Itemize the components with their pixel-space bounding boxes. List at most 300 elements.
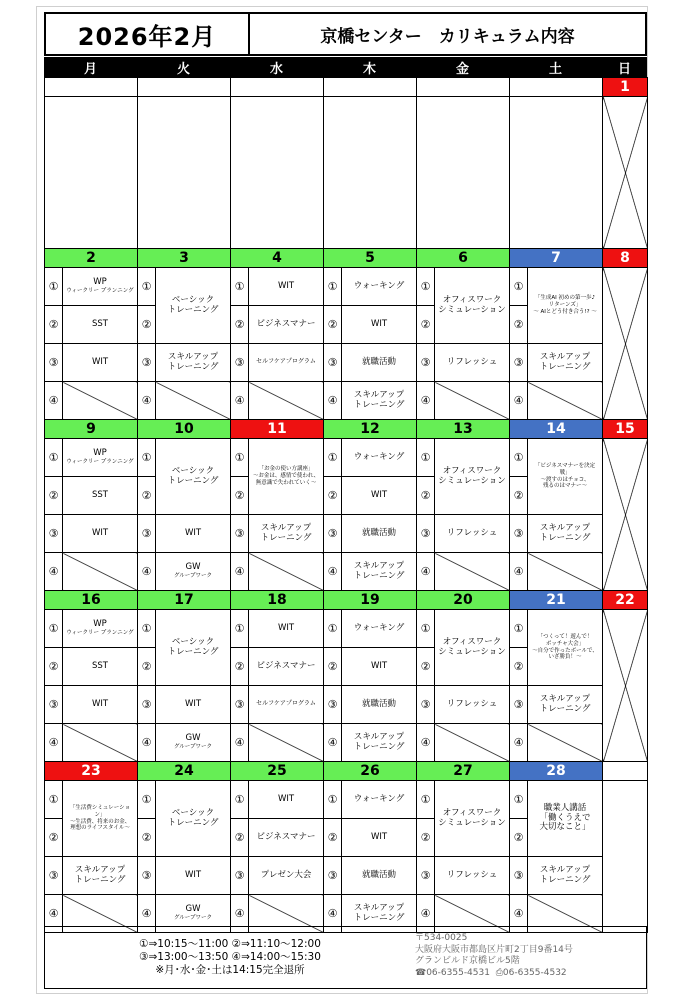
activity-cell — [342, 857, 417, 895]
empty-slot-diagonal — [528, 724, 603, 762]
activity-text: ビジネスマナー — [256, 831, 316, 842]
date-row — [45, 762, 648, 781]
activity-title: GW — [185, 562, 201, 573]
slot-number: ③ — [231, 686, 249, 724]
slot-number: ② — [138, 819, 156, 857]
slot-number: ② — [45, 306, 63, 344]
slot-row — [45, 857, 648, 895]
empty-slot-diagonal — [156, 382, 231, 420]
activity-text: スキルアップ トレーニング — [539, 522, 591, 543]
empty-slot-diagonal — [435, 724, 510, 762]
slot-row — [45, 781, 648, 819]
activity-cell — [63, 477, 138, 515]
slot-number: ② — [45, 477, 63, 515]
activity-cell — [156, 610, 231, 686]
date-cell: 20 — [417, 591, 510, 610]
slot-number: ② — [324, 648, 342, 686]
slot-number: ① — [138, 439, 156, 477]
activity-cell — [528, 686, 603, 724]
title-bar — [44, 12, 647, 56]
address-block — [415, 927, 646, 988]
activity-text: ベーシック トレーニング — [167, 294, 219, 315]
activity-text — [63, 620, 137, 636]
activity-cell — [156, 553, 231, 591]
slot-number: ③ — [417, 857, 435, 895]
date-cell — [138, 78, 231, 97]
activity-text — [63, 278, 137, 294]
empty-slot-diagonal — [63, 724, 138, 762]
date-cell — [45, 78, 138, 97]
activity-cell — [249, 439, 324, 515]
slot-number: ② — [231, 648, 249, 686]
activity-cell — [156, 686, 231, 724]
activity-cell — [63, 610, 138, 648]
weekday-tue: 火 — [176, 61, 190, 77]
phone: ☎06-6355-4531 — [415, 967, 490, 978]
activity-text: ウォーキング — [353, 451, 405, 462]
slot-number: ② — [231, 819, 249, 857]
slot-row — [45, 686, 648, 724]
slot-number: ④ — [324, 895, 342, 933]
activity-cell — [435, 515, 510, 553]
activity-cell — [249, 648, 324, 686]
phone-fax — [415, 968, 646, 980]
activity-cell — [342, 439, 417, 477]
slot-number: ② — [138, 648, 156, 686]
activity-cell — [528, 610, 603, 686]
activity-text: スキルアップ トレーニング — [353, 389, 405, 410]
activity-text: WIT — [184, 527, 202, 538]
activity-text: セルフケアプログラム — [256, 700, 316, 708]
blank-cell — [510, 97, 603, 249]
date-cell: 28 — [510, 762, 603, 781]
activity-cell — [63, 686, 138, 724]
activity-text: セルフケアプログラム — [256, 358, 316, 366]
slot-number: ② — [417, 477, 435, 515]
slot-number: ④ — [138, 382, 156, 420]
slot-number: ③ — [231, 344, 249, 382]
slot-number: ② — [138, 477, 156, 515]
slot-row — [45, 553, 648, 591]
slot-row — [45, 515, 648, 553]
slot-number: ① — [417, 610, 435, 648]
activity-cell — [156, 857, 231, 895]
slot-number: ① — [510, 439, 528, 477]
slot-number: ② — [324, 477, 342, 515]
slot-number: ④ — [324, 382, 342, 420]
date-cell: 14 — [510, 420, 603, 439]
slot-number: ② — [417, 819, 435, 857]
activity-text: スキルアップ トレーニング — [539, 864, 591, 885]
blank-cell — [45, 97, 138, 249]
activity-text: スキルアップ トレーニング — [353, 560, 405, 581]
slot-number: ③ — [45, 344, 63, 382]
slot-number: ② — [231, 306, 249, 344]
slot-number: ③ — [324, 515, 342, 553]
activity-cell — [435, 439, 510, 515]
activity-subtitle: グループワーク — [173, 915, 213, 922]
activity-cell — [342, 648, 417, 686]
slot-number: ① — [45, 610, 63, 648]
date-cell: 23 — [45, 762, 138, 781]
activity-text: WIT — [370, 318, 388, 329]
activity-text: 就職活動 — [361, 527, 396, 538]
slot-number: ① — [417, 268, 435, 306]
activity-text: スキルアップ トレーニング — [74, 864, 126, 885]
slot-row — [45, 344, 648, 382]
activity-cell — [249, 857, 324, 895]
slot-number: ① — [138, 781, 156, 819]
slot-number: ③ — [45, 686, 63, 724]
slot-number: ② — [45, 819, 63, 857]
date-cell — [231, 78, 324, 97]
activity-text — [156, 734, 230, 750]
activity-cell — [156, 724, 231, 762]
activity-text: ウォーキング — [353, 622, 405, 633]
sunday-closed-cell — [603, 268, 648, 420]
slot-number: ① — [231, 268, 249, 306]
activity-text: 就職活動 — [361, 869, 396, 880]
empty-slot-diagonal — [249, 553, 324, 591]
slot-number: ③ — [324, 686, 342, 724]
activity-subtitle: グループワーク — [173, 744, 213, 751]
date-cell: 15 — [603, 420, 648, 439]
slot-number: ① — [231, 439, 249, 477]
address: 大阪府大阪市都島区片町2丁目9番14号 — [415, 944, 573, 955]
slot-number: ② — [231, 477, 249, 515]
activity-text: ビジネスマナー — [256, 318, 316, 329]
activity-cell — [528, 515, 603, 553]
activity-title: GW — [185, 733, 201, 744]
slot-number: ② — [45, 648, 63, 686]
activity-cell — [156, 439, 231, 515]
time-line-1: ①⇒10:15～11:00 ②⇒11:10～12:00 — [139, 938, 321, 950]
slot-number: ③ — [510, 857, 528, 895]
slot-number: ④ — [231, 382, 249, 420]
slot-number: ③ — [138, 344, 156, 382]
date-cell — [324, 78, 417, 97]
year-month-title: 2026年2月 — [46, 14, 250, 54]
activity-cell — [528, 439, 603, 515]
activity-subtitle: ウィークリー プランニング — [66, 630, 134, 637]
blank-cell — [417, 97, 510, 249]
activity-text: スキルアップ トレーニング — [539, 351, 591, 372]
empty-slot-diagonal — [63, 382, 138, 420]
date-cell: 3 — [138, 249, 231, 268]
postal-code: 〒534-0025 — [415, 933, 468, 943]
slot-number: ② — [324, 306, 342, 344]
date-cell: 19 — [324, 591, 417, 610]
blank-cell — [138, 97, 231, 249]
activity-text: 就職活動 — [361, 356, 396, 367]
empty-slot-diagonal — [435, 382, 510, 420]
slot-number: ① — [417, 781, 435, 819]
slot-number: ④ — [417, 553, 435, 591]
activity-cell — [63, 306, 138, 344]
slot-number: ③ — [231, 857, 249, 895]
slot-number: ① — [138, 268, 156, 306]
activity-cell — [435, 781, 510, 857]
date-cell: 16 — [45, 591, 138, 610]
activity-text — [63, 449, 137, 465]
activity-text: ベーシック トレーニング — [167, 636, 219, 657]
slot-number: ① — [510, 781, 528, 819]
activity-cell — [156, 344, 231, 382]
activity-text: スキルアップ トレーニング — [167, 351, 219, 372]
activity-cell — [342, 344, 417, 382]
slot-number: ① — [510, 268, 528, 306]
slot-number: ④ — [231, 553, 249, 591]
center-title: 京橋センター カリキュラム内容 — [320, 26, 575, 47]
slot-number: ④ — [324, 724, 342, 762]
activity-subtitle: ウィークリー プランニング — [66, 288, 134, 295]
slot-number: ④ — [231, 895, 249, 933]
activity-cell — [249, 781, 324, 819]
slot-number: ③ — [138, 857, 156, 895]
activity-text: 就職活動 — [361, 698, 396, 709]
slot-number: ① — [417, 439, 435, 477]
date-cell: 13 — [417, 420, 510, 439]
slot-number: ② — [510, 819, 528, 857]
slot-number: ① — [138, 610, 156, 648]
slot-number: ③ — [417, 686, 435, 724]
activity-title: WP — [93, 277, 107, 288]
slot-number: ④ — [45, 553, 63, 591]
activity-text: WIT — [370, 489, 388, 500]
activity-cell — [249, 686, 324, 724]
empty-slot-diagonal — [435, 553, 510, 591]
activity-cell — [156, 515, 231, 553]
empty-slot-diagonal — [249, 724, 324, 762]
activity-cell — [156, 268, 231, 344]
activity-cell — [63, 439, 138, 477]
slot-number: ① — [231, 610, 249, 648]
activity-cell — [435, 857, 510, 895]
slot-number: ④ — [510, 895, 528, 933]
slot-number: ② — [417, 648, 435, 686]
slot-number: ④ — [417, 724, 435, 762]
date-row — [45, 78, 648, 97]
slot-number: ② — [510, 306, 528, 344]
activity-text: スキルアップ トレーニング — [353, 902, 405, 923]
activity-text: SST — [92, 489, 108, 500]
date-cell: 21 — [510, 591, 603, 610]
activity-text: 「つくって！遊んで！ ボッチャ大会」 ～自分で作ったボールで、 いざ勝負！～ — [532, 633, 598, 661]
date-cell: 12 — [324, 420, 417, 439]
slot-number: ① — [324, 439, 342, 477]
slot-number: ④ — [138, 724, 156, 762]
activity-cell — [528, 344, 603, 382]
empty-slot-diagonal — [249, 382, 324, 420]
activity-text: WIT — [370, 660, 388, 671]
activity-text: WIT — [277, 793, 295, 804]
weekday-sun: 日 — [617, 61, 631, 77]
date-cell: 8 — [603, 249, 648, 268]
slot-number: ③ — [138, 686, 156, 724]
activity-text: 「生活費シミュレーション」 ～生活費、将来のお金、 理想のライフスタイル～ — [69, 804, 131, 832]
activity-cell — [342, 781, 417, 819]
activity-text: WIT — [370, 831, 388, 842]
slot-number: ③ — [324, 857, 342, 895]
date-row — [45, 420, 648, 439]
activity-title: GW — [185, 904, 201, 915]
activity-cell — [63, 344, 138, 382]
date-cell — [510, 78, 603, 97]
slot-row — [45, 382, 648, 420]
slot-number: ③ — [138, 515, 156, 553]
activity-cell — [435, 610, 510, 686]
activity-text: SST — [92, 318, 108, 329]
fax-icon: ⎙ — [495, 967, 503, 978]
time-note: ※月･水･金･土は14:15完全退所 — [155, 964, 305, 976]
activity-text: オフィスワーク シミュレーション — [438, 465, 506, 486]
activity-cell — [63, 515, 138, 553]
activity-text: プレゼン大会 — [260, 869, 312, 880]
activity-cell — [435, 344, 510, 382]
activity-text: ウォーキング — [353, 280, 405, 291]
activity-cell — [435, 268, 510, 344]
activity-text: ビジネスマナー — [256, 660, 316, 671]
activity-cell — [249, 344, 324, 382]
slot-number: ② — [324, 819, 342, 857]
activity-title: WP — [93, 448, 107, 459]
activity-cell — [342, 686, 417, 724]
time-line-2: ③⇒13:00～13:50 ④⇒14:00～15:30 — [139, 951, 321, 963]
activity-text: WIT — [277, 280, 295, 291]
activity-cell — [249, 819, 324, 857]
activity-cell — [249, 268, 324, 306]
slot-number: ④ — [45, 895, 63, 933]
weekday-header — [44, 57, 647, 77]
activity-text: ベーシック トレーニング — [167, 807, 219, 828]
activity-subtitle: グループワーク — [173, 573, 213, 580]
footer — [44, 926, 647, 989]
activity-text: WIT — [184, 869, 202, 880]
slot-number: ④ — [231, 724, 249, 762]
slot-number: ② — [417, 306, 435, 344]
slot-number: ④ — [510, 553, 528, 591]
activity-cell — [528, 268, 603, 344]
date-cell: 24 — [138, 762, 231, 781]
date-cell — [603, 762, 648, 781]
activity-text: ウォーキング — [353, 793, 405, 804]
activity-text: リフレッシュ — [446, 527, 498, 538]
date-cell: 2 — [45, 249, 138, 268]
slot-number: ④ — [417, 895, 435, 933]
empty-slot-diagonal — [528, 553, 603, 591]
slot-number: ③ — [417, 344, 435, 382]
activity-cell — [342, 610, 417, 648]
activity-cell — [342, 515, 417, 553]
activity-text: スキルアップ トレーニング — [353, 731, 405, 752]
date-cell: 7 — [510, 249, 603, 268]
activity-cell — [249, 515, 324, 553]
activity-text: オフィスワーク シミュレーション — [438, 636, 506, 657]
slot-number: ② — [138, 306, 156, 344]
weekday-sat: 土 — [548, 61, 562, 77]
weekday-mon: 月 — [83, 61, 97, 77]
sunday-closed-cell — [603, 97, 648, 249]
activity-cell — [342, 553, 417, 591]
activity-title: WP — [93, 619, 107, 630]
empty-slot-diagonal — [63, 553, 138, 591]
slot-number: ③ — [45, 515, 63, 553]
date-cell: 17 — [138, 591, 231, 610]
slot-number: ① — [324, 268, 342, 306]
activity-text: スキルアップ トレーニング — [539, 693, 591, 714]
activity-text: スキルアップ トレーニング — [260, 522, 312, 543]
activity-text: SST — [92, 660, 108, 671]
activity-cell — [249, 306, 324, 344]
slot-number: ④ — [45, 724, 63, 762]
empty-slot-diagonal — [528, 382, 603, 420]
sunday-closed-cell — [603, 610, 648, 762]
activity-cell — [528, 781, 603, 857]
slot-number: ④ — [138, 553, 156, 591]
activity-cell — [63, 648, 138, 686]
slot-number: ③ — [510, 344, 528, 382]
date-row — [45, 591, 648, 610]
activity-text: 「お金の使い方講座」 ～お金は、感情で使われ、 無意識で失われていく～ — [252, 466, 320, 486]
date-cell: 11 — [231, 420, 324, 439]
building: グランビルド京橋ビル5階 — [415, 956, 520, 966]
slot-number: ③ — [45, 857, 63, 895]
date-cell: 6 — [417, 249, 510, 268]
activity-text: 「ビジネスマナーを決定戦」 ～渡すのはチョコ、 残るのはマナー～ — [534, 462, 596, 490]
activity-cell — [63, 781, 138, 857]
weekday-fri: 金 — [455, 61, 469, 77]
activity-text: リフレッシュ — [446, 356, 498, 367]
slot-row — [45, 268, 648, 306]
date-cell: 25 — [231, 762, 324, 781]
slot-row — [45, 610, 648, 648]
slot-number: ① — [324, 610, 342, 648]
date-cell: 26 — [324, 762, 417, 781]
slot-number: ① — [231, 781, 249, 819]
slot-number: ④ — [510, 724, 528, 762]
weekday-thu: 木 — [362, 61, 376, 77]
sunday-cell — [603, 781, 648, 933]
blank-cell — [324, 97, 417, 249]
slot-number: ④ — [324, 553, 342, 591]
activity-text: ベーシック トレーニング — [167, 465, 219, 486]
slot-number: ① — [510, 610, 528, 648]
date-cell: 9 — [45, 420, 138, 439]
activity-cell — [249, 610, 324, 648]
date-cell: 10 — [138, 420, 231, 439]
time-schedule — [45, 927, 415, 988]
activity-text: WIT — [91, 527, 109, 538]
slot-number: ③ — [510, 515, 528, 553]
activity-text: リフレッシュ — [446, 698, 498, 709]
date-cell: 27 — [417, 762, 510, 781]
activity-cell — [156, 781, 231, 857]
slot-number: ③ — [510, 686, 528, 724]
activity-text: リフレッシュ — [446, 869, 498, 880]
activity-text: WIT — [91, 356, 109, 367]
slot-number: ③ — [324, 344, 342, 382]
date-cell: 22 — [603, 591, 648, 610]
activity-cell — [342, 477, 417, 515]
activity-subtitle: ウィークリー プランニング — [66, 459, 134, 466]
activity-text — [156, 563, 230, 579]
calendar-grid — [44, 77, 647, 933]
date-cell: 18 — [231, 591, 324, 610]
slot-number: ③ — [417, 515, 435, 553]
slot-number: ④ — [510, 382, 528, 420]
slot-number: ④ — [417, 382, 435, 420]
date-cell — [417, 78, 510, 97]
